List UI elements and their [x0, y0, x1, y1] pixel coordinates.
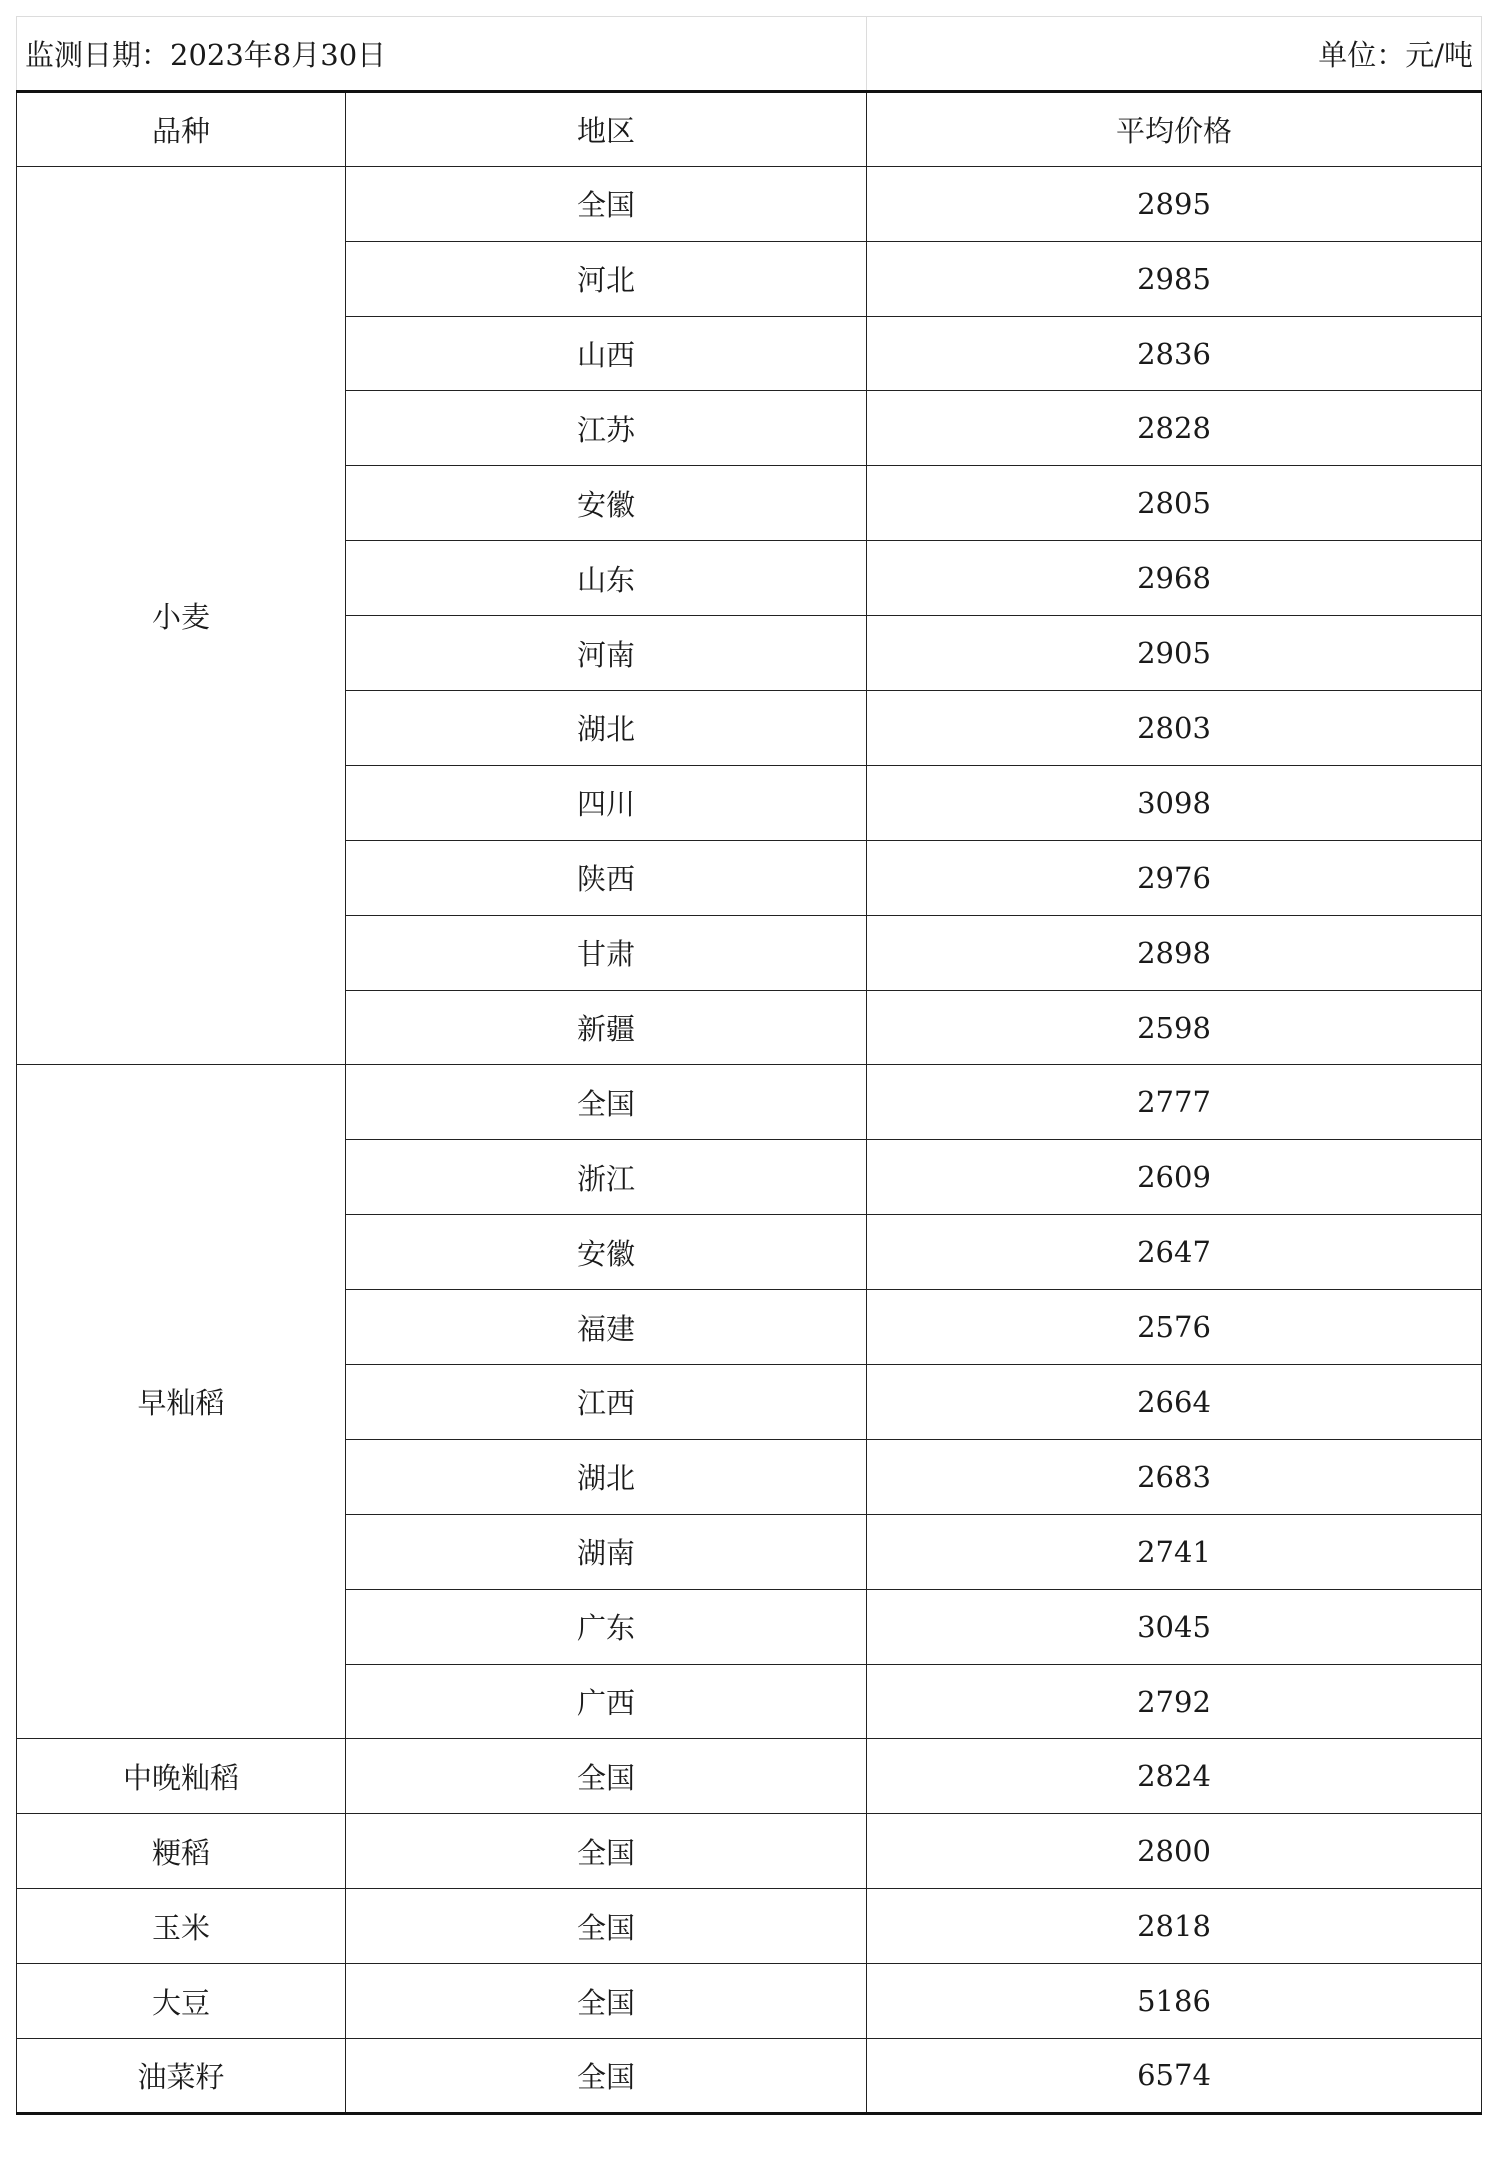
header-row	[17, 91, 1482, 166]
region-cell: 广西	[346, 1664, 867, 1739]
price-cell: 6574	[867, 2039, 1482, 2114]
variety-cell: 小麦	[17, 166, 346, 1065]
region-cell: 四川	[346, 765, 867, 840]
price-cell: 2803	[867, 691, 1482, 766]
table-row	[17, 1814, 1482, 1889]
price-cell: 2905	[867, 616, 1482, 691]
price-cell: 2898	[867, 915, 1482, 990]
header-region: 地区	[346, 91, 867, 166]
table-body	[17, 17, 1482, 2114]
price-cell: 2800	[867, 1814, 1482, 1889]
price-cell: 2828	[867, 391, 1482, 466]
region-cell: 河南	[346, 616, 867, 691]
price-cell: 2792	[867, 1664, 1482, 1739]
region-cell: 全国	[346, 1964, 867, 2039]
price-cell: 5186	[867, 1964, 1482, 2039]
variety-cell: 中晚籼稻	[17, 1739, 346, 1814]
region-cell: 湖北	[346, 691, 867, 766]
table-row	[17, 1964, 1482, 2039]
region-cell: 江苏	[346, 391, 867, 466]
region-cell: 全国	[346, 2039, 867, 2114]
region-cell: 陕西	[346, 840, 867, 915]
price-cell: 2683	[867, 1439, 1482, 1514]
variety-cell: 大豆	[17, 1964, 346, 2039]
price-cell: 2647	[867, 1215, 1482, 1290]
monitor-date: 监测日期：2023年8月30日	[17, 17, 867, 92]
region-cell: 全国	[346, 1739, 867, 1814]
table-row	[17, 166, 1482, 241]
price-cell: 2576	[867, 1290, 1482, 1365]
variety-cell: 早籼稻	[17, 1065, 346, 1739]
price-cell: 2609	[867, 1140, 1482, 1215]
region-cell: 新疆	[346, 990, 867, 1065]
meta-row	[17, 17, 1482, 92]
price-cell: 2741	[867, 1514, 1482, 1589]
region-cell: 浙江	[346, 1140, 867, 1215]
region-cell: 全国	[346, 166, 867, 241]
price-cell: 2818	[867, 1889, 1482, 1964]
region-cell: 广东	[346, 1589, 867, 1664]
region-cell: 河北	[346, 241, 867, 316]
price-table	[16, 16, 1482, 2115]
variety-cell: 油菜籽	[17, 2039, 346, 2114]
region-cell: 湖北	[346, 1439, 867, 1514]
table-row	[17, 1065, 1482, 1140]
region-cell: 全国	[346, 1889, 867, 1964]
price-cell: 2664	[867, 1365, 1482, 1440]
unit-label: 单位：元/吨	[867, 17, 1482, 92]
price-cell: 2805	[867, 466, 1482, 541]
price-cell: 3045	[867, 1589, 1482, 1664]
region-cell: 山东	[346, 541, 867, 616]
price-cell: 3098	[867, 765, 1482, 840]
region-cell: 全国	[346, 1814, 867, 1889]
region-cell: 安徽	[346, 466, 867, 541]
region-cell: 安徽	[346, 1215, 867, 1290]
price-cell: 2895	[867, 166, 1482, 241]
region-cell: 湖南	[346, 1514, 867, 1589]
price-cell: 2824	[867, 1739, 1482, 1814]
table-row	[17, 1889, 1482, 1964]
price-cell: 2777	[867, 1065, 1482, 1140]
region-cell: 福建	[346, 1290, 867, 1365]
price-cell: 2968	[867, 541, 1482, 616]
region-cell: 江西	[346, 1365, 867, 1440]
price-cell: 2985	[867, 241, 1482, 316]
variety-cell: 玉米	[17, 1889, 346, 1964]
header-price: 平均价格	[867, 91, 1482, 166]
header-variety: 品种	[17, 91, 346, 166]
price-cell: 2836	[867, 316, 1482, 391]
table-row	[17, 1739, 1482, 1814]
price-cell: 2598	[867, 990, 1482, 1065]
region-cell: 全国	[346, 1065, 867, 1140]
variety-cell: 粳稻	[17, 1814, 346, 1889]
price-cell: 2976	[867, 840, 1482, 915]
region-cell: 山西	[346, 316, 867, 391]
table-row	[17, 2039, 1482, 2114]
region-cell: 甘肃	[346, 915, 867, 990]
